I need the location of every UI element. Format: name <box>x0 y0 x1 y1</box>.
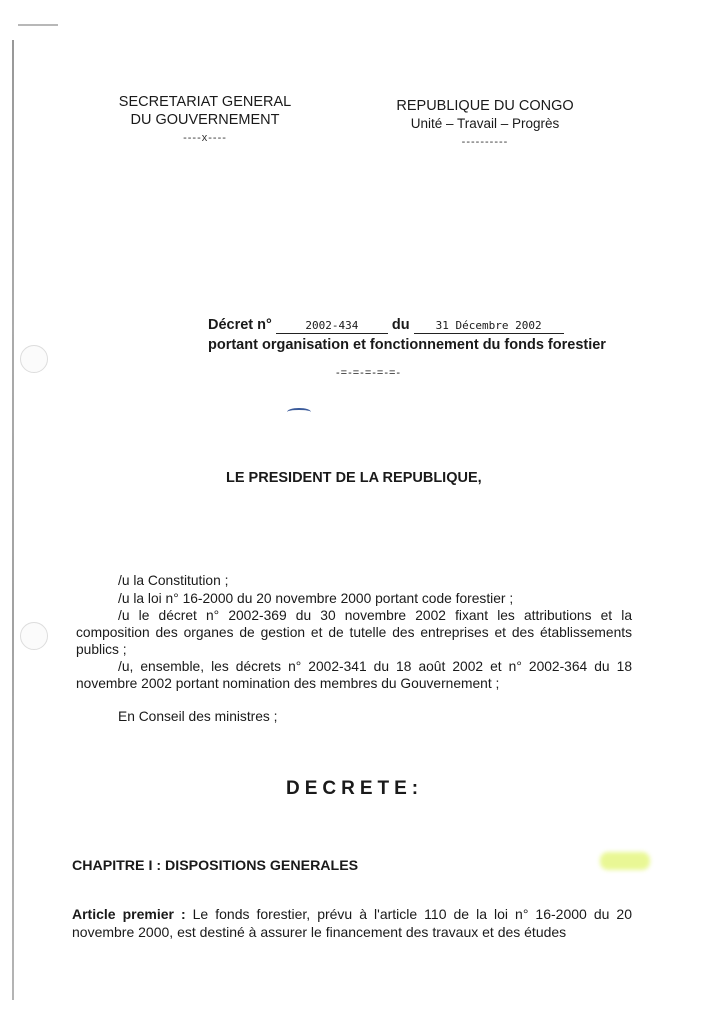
president-heading: LE PRESIDENT DE LA REPUBLIQUE, <box>226 470 482 486</box>
decree-separator: -=-=-=-=-=- <box>336 367 402 379</box>
decree-du: du <box>391 317 410 333</box>
header-right-motto: Unité – Travail – Progrès <box>410 116 560 131</box>
header-left-line1: SECRETARIAT GENERAL <box>118 94 292 110</box>
consideration-5: En Conseil des ministres ; <box>118 709 278 724</box>
chapter-heading: CHAPITRE I : DISPOSITIONS GENERALES <box>72 858 359 874</box>
punch-hole <box>20 622 48 650</box>
consideration-1: /u la Constitution ; <box>118 573 229 588</box>
header-left-deco: ----x---- <box>183 132 227 144</box>
article-premier <box>72 905 632 941</box>
scan-mark <box>18 24 58 26</box>
decrete-heading: DECRETE: <box>286 778 424 799</box>
pen-mark <box>287 408 311 416</box>
decree-number: 2002-434 <box>276 319 388 334</box>
header-left <box>110 93 300 147</box>
decree-label: Décret n° <box>208 317 272 333</box>
consideration-4: /u, ensemble, les décrets n° 2002-341 du 18 août 2002 et n° 2002-364 du 18 novembre 2002 portant nomination des membres du Gouvernement ; <box>76 659 632 691</box>
article-text: Le fonds forestier, prévu à l'article 110 de la loi n° 16-2000 du 20 novembre 2000, est destiné à assurer le financement des travaux et des études <box>72 906 632 940</box>
decree-date: 31 Décembre 2002 <box>414 319 564 334</box>
consideration-3: /u le décret n° 2002-369 du 30 novembre 2002 fixant les attributions et la composition des organes de gestion et de tutelle des entreprises et des établissements publics ; <box>76 608 632 657</box>
decree-title: portant organisation et fonctionnement du fonds forestier <box>208 337 606 353</box>
article-label: Article premier : <box>72 906 186 922</box>
punch-hole <box>20 345 48 373</box>
highlighter-mark <box>600 852 650 870</box>
header-left-line2: DU GOUVERNEMENT <box>130 112 280 128</box>
consideration-2: /u la loi n° 16-2000 du 20 novembre 2000 portant code forestier ; <box>118 591 514 606</box>
header-right-deco: ---------- <box>461 136 509 148</box>
scan-edge <box>12 40 14 1000</box>
header-right-line1: REPUBLIQUE DU CONGO <box>396 98 574 114</box>
decree-heading <box>208 315 606 355</box>
header-right <box>385 97 585 151</box>
